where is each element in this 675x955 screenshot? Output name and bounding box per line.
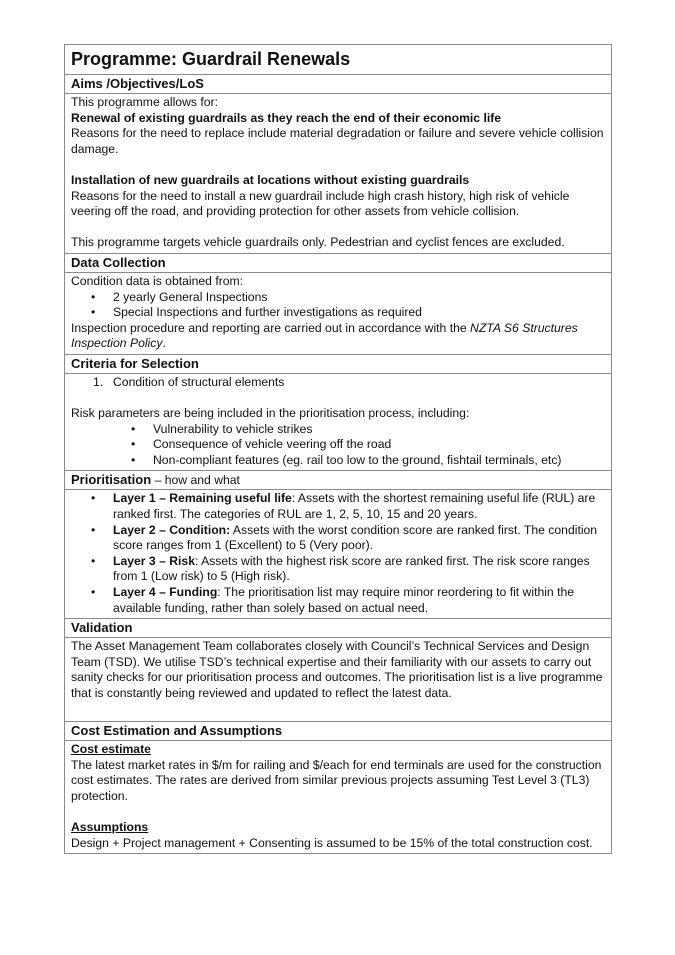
risk-intro: Risk parameters are being included in the prioritisation process, including: xyxy=(71,406,470,421)
criteria-heading: Criteria for Selection xyxy=(65,355,611,374)
layer-label: Layer 1 – Remaining useful life xyxy=(113,491,292,506)
layer-text: : Assets with the highest risk score are ranked first. The risk score ranges from 1 (Low risk) to 5 (High risk). xyxy=(113,553,590,584)
list-item: • Non-compliant features (eg. rail too low to the ground, fishtail terminals, etc) xyxy=(71,453,605,469)
layer-item xyxy=(71,554,605,585)
layer-list xyxy=(71,491,605,616)
layer-item xyxy=(71,523,605,554)
item-text: Condition of structural elements xyxy=(113,374,285,389)
install-heading: Installation of new guardrails at locations without existing guardrails xyxy=(71,172,470,187)
aims-intro: This programme allows for: xyxy=(71,95,218,109)
list-item: • Consequence of vehicle veering off the road xyxy=(71,437,605,453)
data-collection-heading: Data Collection xyxy=(65,254,611,273)
list-item xyxy=(71,375,605,391)
list-item: • 2 yearly General Inspections xyxy=(71,290,605,306)
assumptions-heading: Assumptions xyxy=(71,820,149,835)
item-number: 1. xyxy=(93,374,104,389)
cost-heading: Cost Estimation and Assumptions xyxy=(65,722,611,741)
layer-label: Layer 2 – Condition: xyxy=(113,522,231,537)
criteria-section xyxy=(65,374,611,472)
layer-text: Assets with the worst condition score are ranked first. The condition score ranges from 1 (Excellent) to 5 (Very poor). xyxy=(113,522,598,553)
scope-text: This programme targets vehicle guardrails only. Pedestrian and cyclist fences are excluded. xyxy=(71,235,565,250)
policy-reference: NZTA S6 Structures Inspection Policy xyxy=(71,320,578,351)
list-item: • Vulnerability to vehicle strikes xyxy=(71,422,605,438)
assumptions-text: Design + Project management + Consenting is assumed to be 15% of the total construction cost. xyxy=(71,835,593,850)
aims-heading: Aims /Objectives/LoS xyxy=(65,75,611,94)
page-title: Programme: Guardrail Renewals xyxy=(65,45,611,75)
layer-item xyxy=(71,585,605,616)
cost-estimate-heading: Cost estimate xyxy=(71,742,151,757)
prioritisation-heading xyxy=(65,471,611,490)
validation-text: The Asset Management Team collaborates closely with Council’s Technical Services and Design Team (TSD). We utilise TSD’s technical expertise and their familiarity with our assets to carry out sanity checks for our prioritisation process and outcomes. The prioritisation list is a live programme that is constantly being reviewed and updated to reflect the latest data. xyxy=(71,639,603,700)
layer-item xyxy=(71,491,605,522)
cost-section xyxy=(65,741,611,853)
renewal-text: Reasons for the need to replace include material degradation or failure and severe vehicle collision damage. xyxy=(71,126,604,156)
list-item: • Special Inspections and further investigations as required xyxy=(71,305,605,321)
aims-section xyxy=(65,94,611,254)
data-collection-section xyxy=(65,273,611,355)
programme-table xyxy=(64,44,612,854)
install-text: Reasons for the need to install a new guardrail include high crash history, high risk of vehicle veering off the road, and providing protection for other assets from vehicle collision. xyxy=(71,188,570,219)
prioritisation-subtitle: – how and what xyxy=(151,473,240,488)
prioritisation-section xyxy=(65,490,611,619)
procedure-text xyxy=(71,321,605,352)
prioritisation-title: Prioritisation xyxy=(71,472,152,488)
layer-label: Layer 3 – Risk xyxy=(113,553,195,568)
criteria-list xyxy=(71,375,605,391)
inspection-list xyxy=(71,290,605,321)
risk-list xyxy=(71,422,605,469)
layer-label: Layer 4 – Funding xyxy=(113,585,218,600)
renewal-heading: Renewal of existing guardrails as they reach the end of their economic life xyxy=(71,110,502,125)
validation-section xyxy=(65,638,611,722)
procedure-prefix: Inspection procedure and reporting are carried out in accordance with the xyxy=(71,320,471,335)
validation-heading: Validation xyxy=(65,619,611,638)
data-collection-intro: Condition data is obtained from: xyxy=(71,273,244,288)
procedure-suffix: . xyxy=(162,336,166,351)
layer-text: : Assets with the shortest remaining useful life (RUL) are ranked first. The categories of RUL are 1, 2, 5, 10, 15 and 20 years. xyxy=(113,491,596,522)
layer-text: : The prioritisation list may require minor reordering to fit within the available funding, rather than solely based on actual need. xyxy=(113,585,575,615)
cost-estimate-text: The latest market rates in $/m for railing and $/each for end terminals are used for the construction cost estimates. The rates are derived from similar previous projects assuming Test Level 3 (TL3) protection. xyxy=(71,757,602,803)
